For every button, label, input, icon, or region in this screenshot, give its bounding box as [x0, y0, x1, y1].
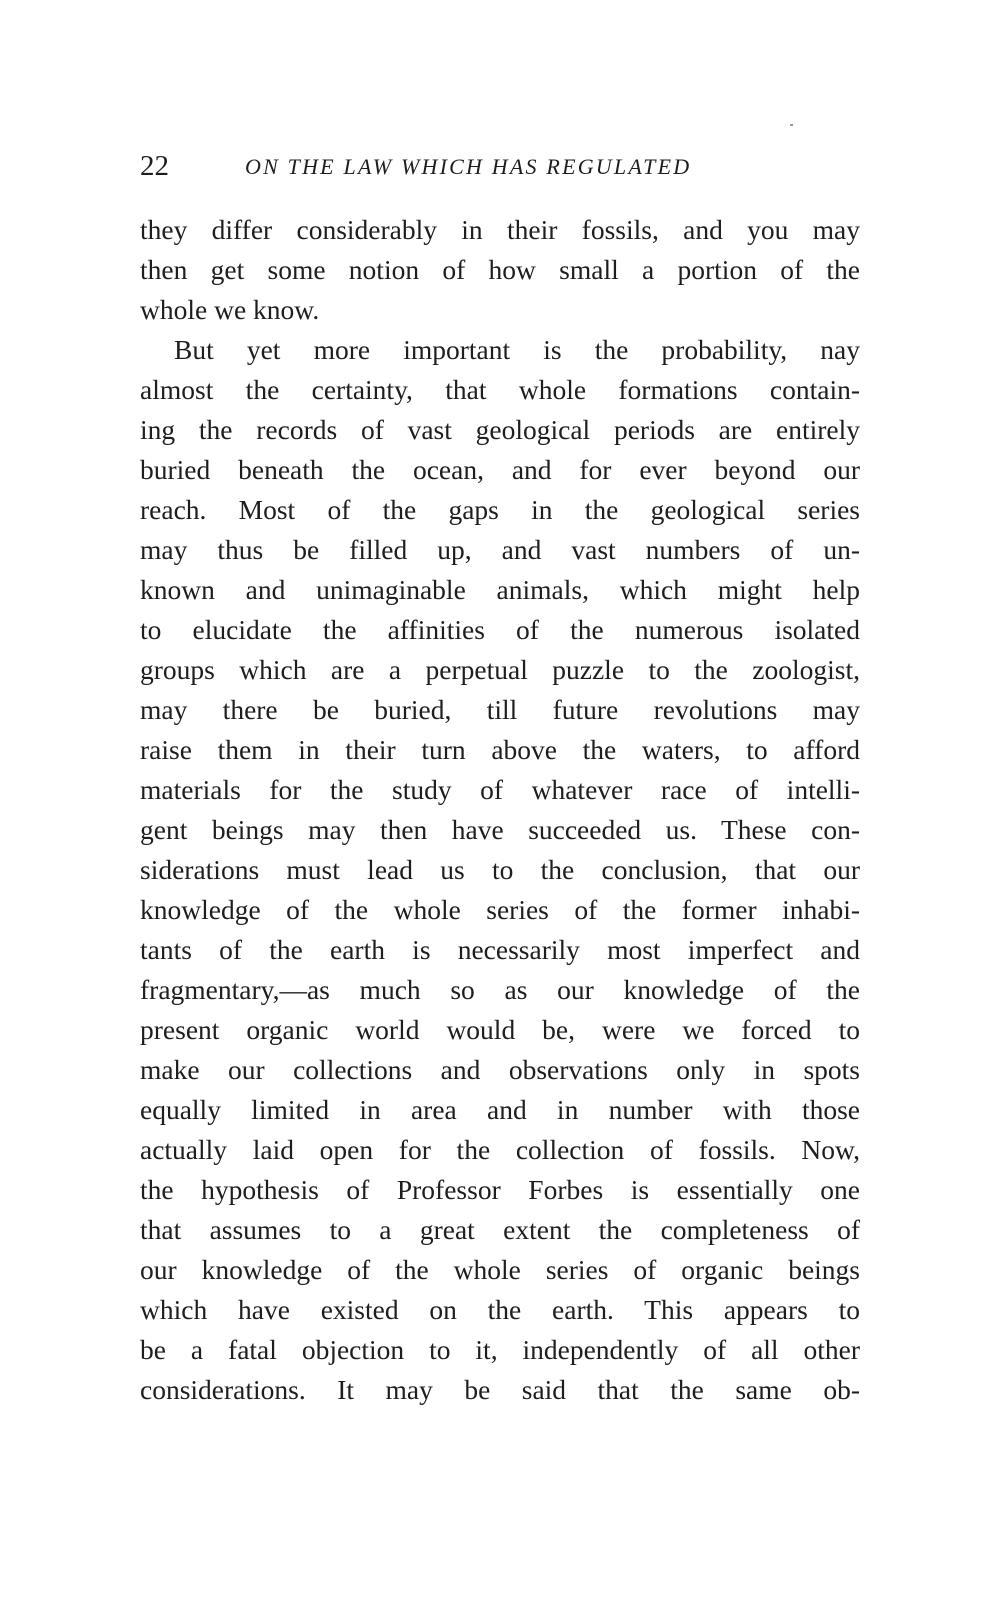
text-line: tants of the earth is necessarily most imperfect and	[140, 934, 860, 965]
text-line: But yet more important is the probability, nay	[174, 334, 860, 365]
text-line: buried beneath the ocean, and for ever beyond our	[140, 454, 860, 485]
text-line: to elucidate the affinities of the numerous isolated	[140, 614, 860, 645]
text-line: they differ considerably in their fossils, and you may	[140, 214, 860, 245]
text-line: raise them in their turn above the waters, to afford	[140, 734, 860, 765]
text-line: gent beings may then have succeeded us. These con-	[140, 814, 860, 845]
text-line: materials for the study of whatever race of intelli-	[140, 774, 860, 805]
text-line: which have existed on the earth. This appears to	[140, 1294, 860, 1325]
body-text	[140, 210, 860, 1410]
page-number: 22	[140, 150, 169, 182]
text-line: actually laid open for the collection of fossils. Now,	[140, 1134, 860, 1165]
print-speck	[790, 124, 793, 126]
text-line: considerations. It may be said that the same ob-	[140, 1374, 860, 1405]
text-line: our knowledge of the whole series of organic beings	[140, 1254, 860, 1285]
text-line: reach. Most of the gaps in the geological series	[140, 494, 860, 525]
text-line: may there be buried, till future revolutions may	[140, 694, 860, 725]
text-line: the hypothesis of Professor Forbes is essentially one	[140, 1174, 860, 1205]
text-line: may thus be filled up, and vast numbers of un-	[140, 534, 860, 565]
running-head	[140, 148, 780, 188]
text-line: equally limited in area and in number with those	[140, 1094, 860, 1125]
text-line: knowledge of the whole series of the former inhabi-	[140, 894, 860, 925]
text-line: known and unimaginable animals, which might help	[140, 574, 860, 605]
text-line: that assumes to a great extent the completeness of	[140, 1214, 860, 1245]
text-line: present organic world would be, were we forced to	[140, 1014, 860, 1045]
text-line: make our collections and observations only in spots	[140, 1054, 860, 1085]
text-line: ing the records of vast geological periods are entirely	[140, 414, 860, 445]
text-line: then get some notion of how small a portion of the	[140, 254, 860, 285]
text-line: siderations must lead us to the conclusion, that our	[140, 854, 860, 885]
text-line: groups which are a perpetual puzzle to the zoologist,	[140, 654, 860, 685]
text-line: fragmentary,—as much so as our knowledge of the	[140, 974, 860, 1005]
text-line: be a fatal objection to it, independently of all other	[140, 1334, 860, 1365]
text-line: almost the certainty, that whole formations contain-	[140, 374, 860, 405]
text-line: whole we know.	[140, 294, 320, 325]
running-title: ON THE LAW WHICH HAS REGULATED	[245, 154, 692, 179]
